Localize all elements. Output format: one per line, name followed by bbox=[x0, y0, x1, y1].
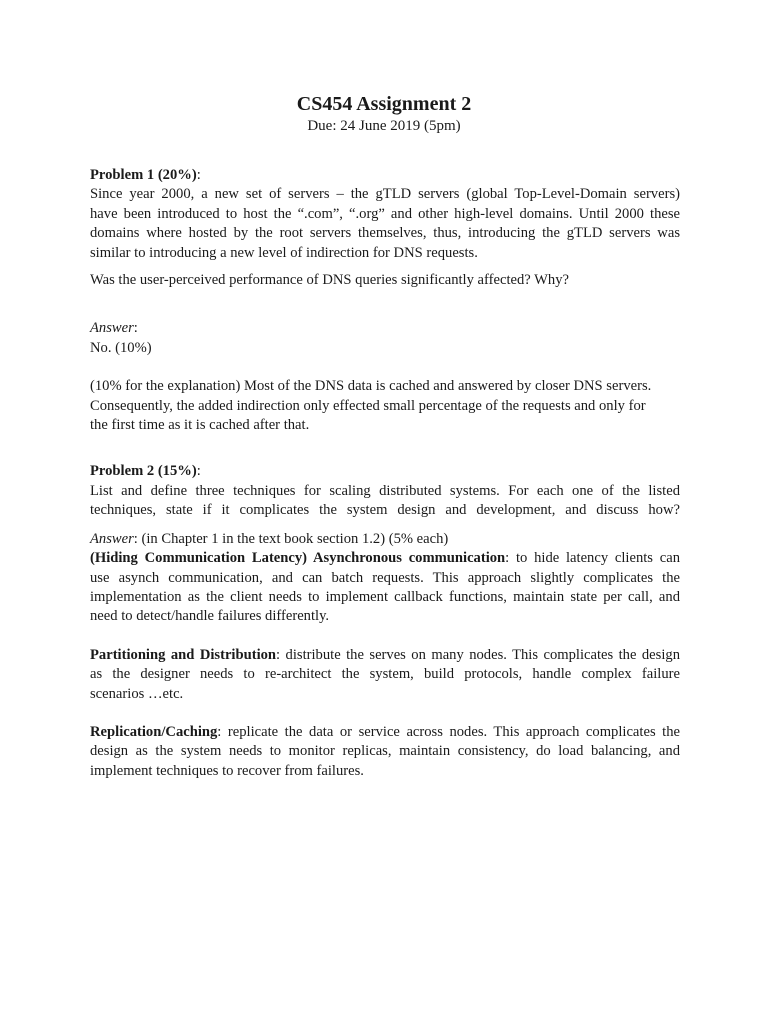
problem-1-colon: : bbox=[196, 167, 201, 183]
problem-2-heading bbox=[90, 462, 680, 481]
problem-1-heading bbox=[90, 166, 680, 185]
technique-1-line: use asynch communication, and can batch requests. This approach slightly complicates the bbox=[90, 569, 680, 586]
problem-1-explanation-line: Consequently, the added indirection only effected small percentage of the requests and only for bbox=[90, 397, 646, 414]
answer-rest: : (in Chapter 1 in the text book section 1.2) (5% each) bbox=[133, 530, 449, 547]
problem-1-explanation-line: the first time as it is cached after that. bbox=[90, 417, 310, 434]
technique-1-name: (Hiding Communication Latency) Asynchronous communication bbox=[90, 550, 506, 567]
problem-2-line: List and define three techniques for scaling distributed systems. For each one of the listed bbox=[90, 482, 680, 499]
problem-1-question: Was the user-perceived performance of DNS queries significantly affected? Why? bbox=[90, 272, 569, 289]
problem-2-line: techniques, state if it complicates the system design and development, and discuss how? bbox=[90, 502, 680, 519]
problem-1-line: domains where hosted by the root servers themselves, thus, introducing the gTLD servers was bbox=[90, 225, 680, 242]
technique-2-first-line bbox=[90, 646, 680, 665]
problem-1-line: Since year 2000, a new set of servers – the gTLD servers (global Top-Level-Domain servers) bbox=[90, 186, 680, 203]
technique-3-first-rest: : replicate the data or service across nodes. This approach complicates the bbox=[217, 723, 680, 740]
answer-label: Answer bbox=[90, 320, 134, 337]
technique-1-first-line bbox=[90, 549, 680, 568]
technique-2-line: scenarios …etc. bbox=[90, 685, 184, 702]
technique-3-name: Replication/Caching bbox=[90, 723, 218, 740]
technique-1-line: implementation as the client needs to implement callback functions, maintain state per call, and bbox=[90, 588, 680, 605]
problem-1-answer-short: No. (10%) bbox=[90, 339, 152, 356]
problem-1-line: have been introduced to host the “.com”, “.org” and other high-level domains. Until 2000 these bbox=[90, 205, 680, 222]
problem-1-title: Problem 1 (20%) bbox=[90, 167, 197, 183]
answer-label: Answer bbox=[90, 530, 134, 547]
technique-2-name: Partitioning and Distribution bbox=[90, 646, 277, 663]
problem-2-answer-line bbox=[90, 530, 680, 549]
technique-1-first-rest: : to hide latency clients can bbox=[505, 550, 680, 567]
technique-2-first-rest: : distribute the serves on many nodes. This complicates the design bbox=[276, 646, 680, 663]
technique-3-first-line bbox=[90, 723, 680, 742]
technique-3-line: implement techniques to recover from failures. bbox=[90, 762, 364, 779]
technique-1-line: need to detect/handle failures differently. bbox=[90, 608, 330, 625]
answer-colon: : bbox=[133, 320, 138, 337]
problem-1-line: similar to introducing a new level of indirection for DNS requests. bbox=[90, 244, 478, 261]
problem-2-colon: : bbox=[196, 463, 201, 480]
problem-1-answer-label-line bbox=[90, 319, 680, 338]
technique-2-line: as the designer needs to re-architect the system, build protocols, handle complex failure bbox=[90, 666, 680, 683]
problem-2-title: Problem 2 (15%) bbox=[90, 463, 197, 480]
document-title: CS454 Assignment 2 bbox=[296, 93, 472, 115]
technique-3-line: design as the system needs to monitor replicas, maintain consistency, do load balancing, and bbox=[90, 743, 680, 760]
problem-1-explanation-line: (10% for the explanation) Most of the DNS data is cached and answered by closer DNS servers. bbox=[90, 378, 652, 395]
due-date: Due: 24 June 2019 (5pm) bbox=[307, 118, 461, 134]
document-body bbox=[90, 166, 680, 781]
